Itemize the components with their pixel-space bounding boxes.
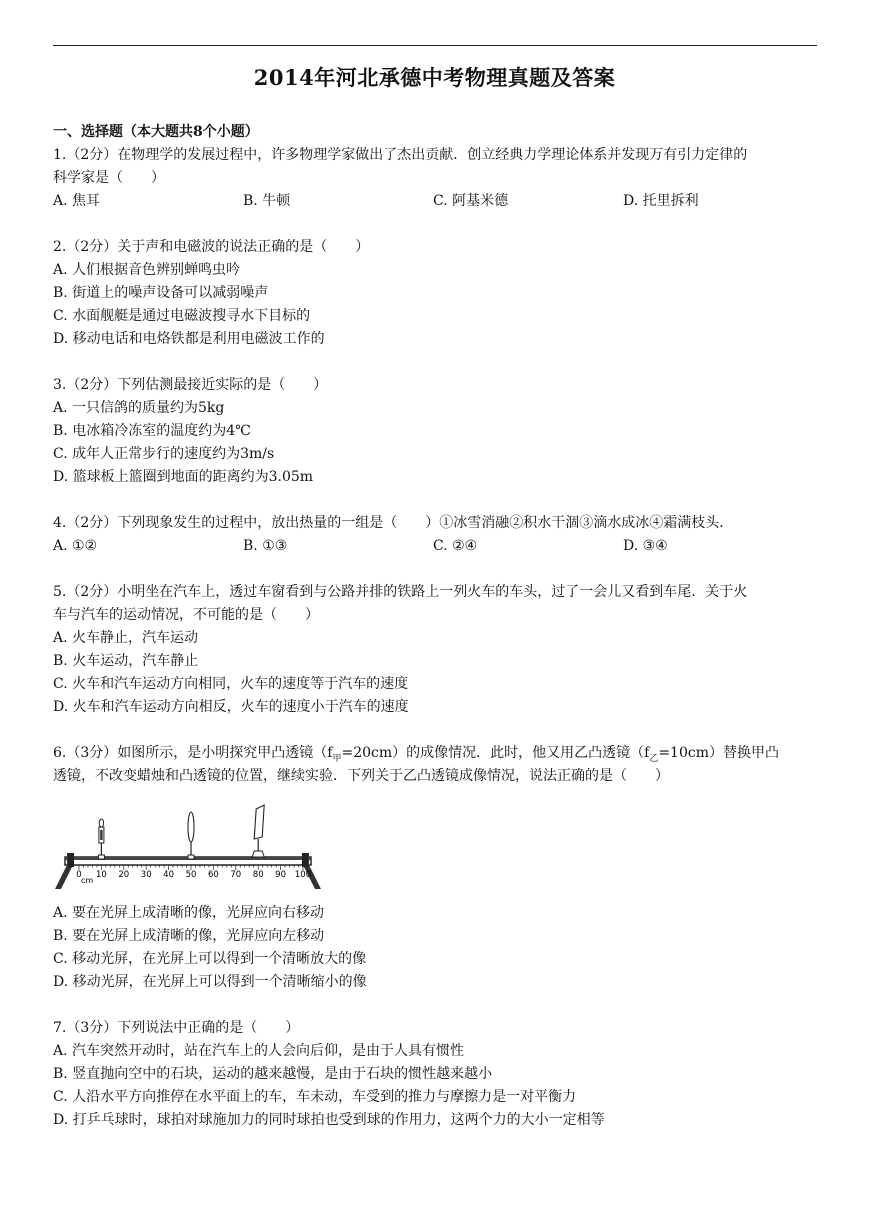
ruler-tick-label: 30 [140, 870, 152, 880]
question-5-stem-cont: 车与汽车的运动情况，不可能的是（ ） [53, 607, 319, 623]
ruler-tick-label: 10 [95, 870, 107, 880]
question-3-stem: 3.（2分）下列估测最接近实际的是（ ） [53, 377, 328, 393]
question-7-option-a: A. 汽车突然开动时，站在汽车上的人会向后仰，是由于人具有惯性 [53, 1043, 465, 1059]
candle [98, 819, 104, 859]
question-1-option-b: B. 牛顿 [243, 193, 291, 209]
question-7-option-d: D. 打乒乓球时，球拍对球施加力的同时球拍也受到球的作用力，这两个力的大小一定相等 [53, 1112, 605, 1128]
ruler-tick-label: 100 [294, 870, 312, 880]
question-5-option-a: A. 火车静止，汽车运动 [53, 630, 199, 646]
question-3-option-a: A. 一只信鸽的质量约为5kg [53, 400, 225, 416]
question-6-option-d: D. 移动光屏，在光屏上可以得到一个清晰缩小的像 [53, 974, 367, 990]
page-title: 2014年河北承德中考物理真题及答案 [253, 65, 616, 90]
question-1-option-c: C. 阿基米德 [433, 193, 509, 209]
question-5-option-b: B. 火车运动，汽车静止 [53, 653, 199, 669]
ruler-tick-label: 40 [163, 870, 175, 880]
subscript-yi: 乙 [649, 753, 659, 764]
question-2-option-b: B. 街道上的噪声设备可以减弱噪声 [53, 285, 269, 301]
question-1-stem: 1.（2分）在物理学的发展过程中，许多物理学家做出了杰出贡献．创立经典力学理论体系并发现万有引力定律的 [53, 147, 748, 163]
subscript-jia: 甲 [332, 753, 342, 764]
question-6-option-a: A. 要在光屏上成清晰的像，光屏应向右移动 [53, 905, 325, 921]
question-1-option-a: A. 焦耳 [53, 193, 101, 209]
question-2-stem: 2.（2分）关于声和电磁波的说法正确的是（ ） [53, 239, 370, 255]
section-heading: 一、选择题（本大题共8个小题） [53, 124, 259, 140]
question-3-option-c: C. 成年人正常步行的速度约为3m/s [53, 446, 275, 462]
convex-lens [188, 812, 194, 859]
question-2-option-d: D. 移动电话和电烙铁都是利用电磁波工作的 [53, 331, 325, 347]
header-rule [53, 45, 817, 46]
question-4-option-d: D. ③④ [623, 538, 668, 554]
ruler-tick-label: 70 [230, 870, 242, 880]
ruler-tick-label: 90 [275, 870, 287, 880]
question-4-option-a: A. ①② [53, 538, 98, 554]
question-3-option-d: D. 篮球板上篮圈到地面的距离约为3.05m [53, 469, 314, 485]
ruler-tick-labels [76, 870, 311, 880]
optical-bench-figure [53, 797, 323, 897]
question-4-stem: 4.（2分）下列现象发生的过程中，放出热量的一组是（ ）①冰雪消融②积水干涸③滴水成冰④霜满枝头． [53, 515, 734, 531]
question-6-stem-cont: 透镜，不改变蜡烛和凸透镜的位置，继续实验．下列关于乙凸透镜成像情况，说法正确的是（ ） [53, 768, 669, 784]
question-2-option-c: C. 水面舰艇是通过电磁波搜寻水下目标的 [53, 308, 311, 324]
question-1-stem-cont: 科学家是（ ） [53, 170, 165, 186]
question-5-stem: 5.（2分）小明坐在汽车上，透过车窗看到与公路并排的铁路上一列火车的车头，过了一会儿又看到车尾．关于火 [53, 584, 748, 600]
ruler-unit: cm [81, 876, 94, 885]
ruler-tick-label: 80 [252, 870, 264, 880]
ruler-tick-label: 60 [207, 870, 219, 880]
ruler-tick-label: 50 [185, 870, 197, 880]
question-6-option-b: B. 要在光屏上成清晰的像，光屏应向左移动 [53, 928, 325, 944]
question-2-option-a: A. 人们根据音色辨别蝉鸣虫吟 [53, 262, 241, 278]
question-6-stem: 6.（3分）如图所示，是小明探究甲凸透镜$(f_甲=20cm)$的成像情况．此时，他又用乙凸透镜$(f_乙=10cm)$替换甲凸 [53, 745, 779, 764]
question-3-option-b: B. 电冰箱冷冻室的温度约为4℃ [53, 423, 251, 439]
question-7-stem: 7.（3分）下列说法中正确的是（ ） [53, 1020, 300, 1036]
light-screen [252, 805, 264, 857]
question-7-option-b: B. 竖直抛向空中的石块，运动的越来越慢，是由于石块的惯性越来越小 [53, 1066, 493, 1082]
question-6-option-c: C. 移动光屏，在光屏上可以得到一个清晰放大的像 [53, 951, 367, 967]
ruler-tick-label: 20 [118, 870, 130, 880]
question-4-option-c: C. ②④ [433, 538, 478, 554]
question-5-option-d: D. 火车和汽车运动方向相反，火车的速度小于汽车的速度 [53, 699, 409, 715]
ruler-tick-label: 0 [76, 870, 82, 880]
question-1-option-d: D. 托里拆利 [623, 193, 699, 209]
question-4-option-b: B. ①③ [243, 538, 288, 554]
question-7-option-c: C. 人沿水平方向推停在水平面上的车，车未动，车受到的推力与摩擦力是一对平衡力 [53, 1089, 577, 1105]
question-5-option-c: C. 火车和汽车运动方向相同，火车的速度等于汽车的速度 [53, 676, 409, 692]
